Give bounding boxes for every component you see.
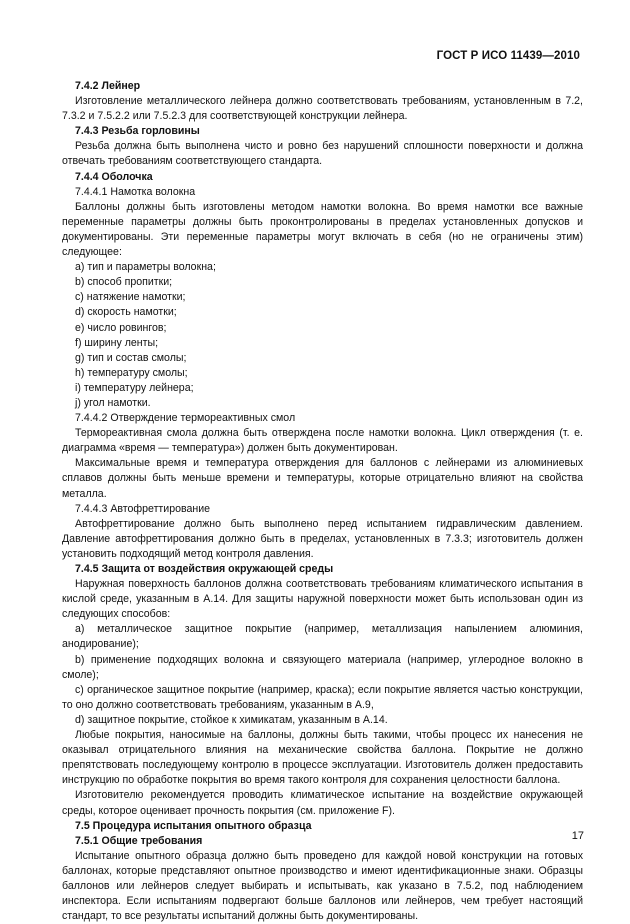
heading-7-4-2: 7.4.2 Лейнер — [75, 80, 141, 92]
list-item: e) число ровингов; — [75, 321, 167, 334]
page-number: 17 — [571, 830, 584, 842]
heading-7-5: 7.5 Процедура испытания опытного образца — [75, 819, 312, 832]
list-item: b) способ пропитки; — [75, 276, 173, 289]
paragraph: Максимальные время и температура отверждения для баллонов с лейнерами из алюминиевых сплавов должны быть меньше времени и температуры, которые отрицательно влияют на свойства металла. — [62, 457, 583, 500]
paragraph: Любые покрытия, наносимые на баллоны, должны быть такими, чтобы процесс их нанесения не оказывал отрицательного влияния на механические свойства баллона. Покрытие не должно препятствовать последующему контролю в процессе эксплуатации. Изготовитель должен предоставить инструкцию по обработке покрытия во время такого контроля для сохранения целостности баллона. — [62, 729, 583, 787]
list-item: c) органическое защитное покрытие (например, краска); если покрытие является частью конструкции, то оно должно соответствовать требованиям, указанным в А.9, — [62, 683, 583, 711]
subheading-7-4-4-1: 7.4.4.1 Намотка волокна — [75, 185, 196, 198]
document-body — [62, 79, 583, 924]
heading-7-4-4: 7.4.4 Оболочка — [75, 170, 153, 183]
paragraph: Испытание опытного образца должно быть проведено для каждой новой конструкции на готовых баллонах, которые представляют опытное производство и имеют идентификационные знаки. Образцы баллонов или лейнеров следует выбирать и испытывать, как указано в 7.5.2, под наблюдением инспектора. Если испытаниям подвергают больше баллонов или лейнеров, чем требует настоящий стандарт, то все результаты испытаний должны быть документированы. — [62, 849, 583, 923]
list-item: i) температуру лейнера; — [75, 381, 194, 394]
list-item: g) тип и состав смолы; — [75, 351, 187, 364]
list-item: d) скорость намотки; — [75, 306, 177, 319]
paragraph: Изготовителю рекомендуется проводить климатическое испытание на воздействие окружающей среды, которое оценивает прочность покрытия (см. приложение F). — [62, 789, 583, 817]
subheading-7-4-4-3: 7.4.4.3 Автофреттирование — [75, 502, 211, 515]
paragraph: Резьба должна быть выполнена чисто и ровно без нарушений сплошности поверхности и должна отвечать требованиям соответствующего стандарта. — [62, 140, 583, 168]
paragraph: Автофреттирование должно быть выполнено перед испытанием гидравлическим давлением. Давление автофреттирования должно быть в пределах, установленных в 7.3.3; изготовитель должен установить подходящий метод контроля давления. — [62, 517, 583, 560]
list-item: f) ширину ленты; — [75, 336, 159, 349]
list-item: a) металлическое защитное покрытие (например, металлизация напылением алюминия, анодирование); — [62, 623, 583, 651]
heading-7-4-5: 7.4.5 Защита от воздействия окружающей среды — [75, 563, 334, 575]
paragraph: Термореактивная смола должна быть отверждена после намотки волокна. Цикл отверждения (т. е. диаграмма «время — температура») должен быть документирован. — [62, 427, 583, 455]
list-item: a) тип и параметры волокна; — [75, 261, 216, 274]
document-header: ГОСТ Р ИСО 11439—2010 — [436, 50, 580, 62]
subheading-7-4-4-2: 7.4.4.2 Отверждение термореактивных смол — [75, 412, 296, 425]
list-item: j) угол намотки. — [75, 396, 151, 409]
paragraph: Изготовление металлического лейнера должно соответствовать требованиям, установленным в 7.2, 7.3.2 и 7.5.2.2 или 7.5.2.3 для соответствующей конструкции лейнера. — [62, 95, 583, 123]
heading-7-4-3: 7.4.3 Резьба горловины — [75, 125, 200, 138]
list-item: h) температуру смолы; — [75, 366, 188, 379]
list-item: c) натяжение намотки; — [75, 291, 186, 304]
list-item: d) защитное покрытие, стойкое к химикатам, указанным в А.14. — [75, 713, 388, 726]
paragraph: Наружная поверхность баллонов должна соответствовать требованиям климатического испытания в кислой среде, указанным в А.14. Для защиты наружной поверхности может быть использован один из следующих способов: — [62, 578, 583, 621]
list-item: b) применение подходящих волокна и связующего материала (например, углеродное волокно в смоле); — [62, 653, 583, 681]
heading-7-5-1: 7.5.1 Общие требования — [75, 834, 203, 847]
paragraph: Баллоны должны быть изготовлены методом намотки волокна. Во время намотки все важные переменные параметры должны быть проконтролированы в пределах установленных допусков и документированы. Эти переменные параметры могут включать в себя (но не ограничены этим) следующее: — [62, 200, 583, 259]
